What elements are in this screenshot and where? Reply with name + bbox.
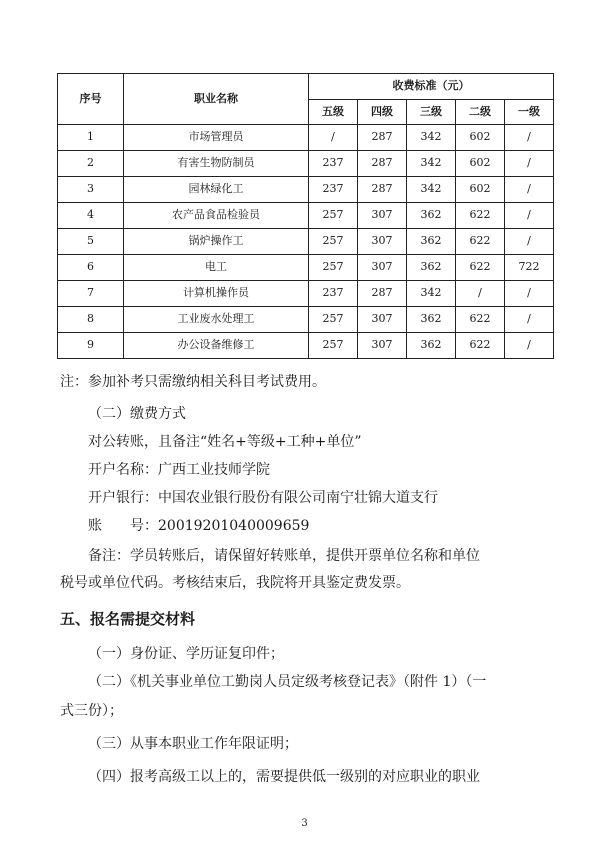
row-occupation: 工业废水处理工 bbox=[124, 307, 309, 333]
account-name: 开户名称：广西工业技师学院 bbox=[88, 462, 270, 478]
table-row bbox=[58, 255, 554, 281]
table-note: 注：参加补考只需缴纳相关科目考试费用。 bbox=[60, 374, 326, 390]
level-header: 一级 bbox=[505, 100, 554, 125]
section5-title: 五、报名需提交材料 bbox=[60, 610, 196, 628]
row-fee: 362 bbox=[407, 203, 456, 229]
row-fee: 307 bbox=[358, 203, 407, 229]
table-row bbox=[58, 307, 554, 333]
account-number: 账 号：20019201040009659 bbox=[88, 518, 310, 534]
row-fee: 307 bbox=[358, 229, 407, 255]
row-fee: 257 bbox=[309, 229, 358, 255]
level-header: 五级 bbox=[309, 100, 358, 125]
table-row bbox=[58, 151, 554, 177]
row-fee: 237 bbox=[309, 281, 358, 307]
row-seq: 8 bbox=[58, 307, 124, 333]
section5-item4: （四）报考高级工以上的，需要提供低一级别的对应职业的职业 bbox=[88, 769, 480, 785]
row-seq: 5 bbox=[58, 229, 124, 255]
row-occupation: 锅炉操作工 bbox=[124, 229, 309, 255]
row-fee: 342 bbox=[407, 125, 456, 151]
row-fee: 287 bbox=[358, 151, 407, 177]
row-seq: 3 bbox=[58, 177, 124, 203]
row-seq: 6 bbox=[58, 255, 124, 281]
row-fee: 602 bbox=[456, 151, 505, 177]
level-header: 三级 bbox=[407, 100, 456, 125]
row-fee: 622 bbox=[456, 307, 505, 333]
row-fee: 237 bbox=[309, 177, 358, 203]
row-occupation: 市场管理员 bbox=[124, 125, 309, 151]
table-row bbox=[58, 203, 554, 229]
row-fee: / bbox=[505, 125, 554, 151]
header-occupation: 职业名称 bbox=[124, 74, 309, 125]
row-fee: / bbox=[505, 151, 554, 177]
fee-table bbox=[57, 73, 554, 359]
bank-name: 开户银行：中国农业银行股份有限公司南宁壮锦大道支行 bbox=[88, 490, 438, 506]
row-fee: / bbox=[505, 307, 554, 333]
row-fee: 342 bbox=[407, 281, 456, 307]
row-seq: 9 bbox=[58, 333, 124, 359]
row-fee: 287 bbox=[358, 281, 407, 307]
row-fee: 257 bbox=[309, 255, 358, 281]
row-fee: 362 bbox=[407, 307, 456, 333]
row-fee: / bbox=[309, 125, 358, 151]
row-occupation: 有害生物防制员 bbox=[124, 151, 309, 177]
row-fee: 622 bbox=[456, 333, 505, 359]
row-fee: / bbox=[505, 203, 554, 229]
remark-line2: 税号或单位代码。考核结束后，我院将开具鉴定费发票。 bbox=[60, 575, 410, 591]
row-occupation: 电工 bbox=[124, 255, 309, 281]
row-seq: 4 bbox=[58, 203, 124, 229]
row-seq: 2 bbox=[58, 151, 124, 177]
row-fee: / bbox=[505, 281, 554, 307]
row-seq: 7 bbox=[58, 281, 124, 307]
row-occupation: 办公设备维修工 bbox=[124, 333, 309, 359]
payment-line1: 对公转账，且备注“姓名+等级+工种+单位” bbox=[88, 434, 362, 450]
fee-table-body bbox=[58, 125, 554, 359]
row-fee: 307 bbox=[358, 307, 407, 333]
table-row bbox=[58, 177, 554, 203]
payment-title: （二）缴费方式 bbox=[88, 406, 186, 422]
row-fee: 342 bbox=[407, 151, 456, 177]
header-fee-standard: 收费标准（元） bbox=[309, 74, 554, 100]
row-fee: 622 bbox=[456, 229, 505, 255]
table-row bbox=[58, 333, 554, 359]
row-fee: 287 bbox=[358, 177, 407, 203]
row-fee: / bbox=[456, 281, 505, 307]
row-fee: 307 bbox=[358, 255, 407, 281]
row-occupation: 农产品食品检验员 bbox=[124, 203, 309, 229]
row-seq: 1 bbox=[58, 125, 124, 151]
header-seq: 序号 bbox=[58, 74, 124, 125]
section5-item2-line2: 式三份）； bbox=[60, 703, 123, 719]
row-fee: 342 bbox=[407, 177, 456, 203]
row-fee: 237 bbox=[309, 151, 358, 177]
row-fee: 602 bbox=[456, 177, 505, 203]
row-fee: 362 bbox=[407, 333, 456, 359]
page-number: 3 bbox=[301, 818, 308, 829]
row-fee: 257 bbox=[309, 307, 358, 333]
row-fee: / bbox=[505, 333, 554, 359]
row-fee: 722 bbox=[505, 255, 554, 281]
section5-item2-line1: （二）《机关事业单位工勤岗人员定级考核登记表》（附件 1）（一 bbox=[88, 674, 487, 690]
table-row bbox=[58, 125, 554, 151]
row-occupation: 园林绿化工 bbox=[124, 177, 309, 203]
section5-item3: （三）从事本职业工作年限证明； bbox=[88, 736, 298, 752]
remark-line1: 备注：学员转账后，请保留好转账单，提供开票单位名称和单位 bbox=[88, 548, 480, 564]
row-fee: / bbox=[505, 177, 554, 203]
row-fee: 362 bbox=[407, 229, 456, 255]
row-fee: 602 bbox=[456, 125, 505, 151]
row-fee: 362 bbox=[407, 255, 456, 281]
level-header: 四级 bbox=[358, 100, 407, 125]
section5-item1: （一）身份证、学历证复印件； bbox=[88, 646, 284, 662]
level-header: 二级 bbox=[456, 100, 505, 125]
row-fee: 622 bbox=[456, 203, 505, 229]
row-fee: 257 bbox=[309, 333, 358, 359]
table-row bbox=[58, 281, 554, 307]
row-fee: 287 bbox=[358, 125, 407, 151]
row-fee: 307 bbox=[358, 333, 407, 359]
row-fee: 622 bbox=[456, 255, 505, 281]
row-occupation: 计算机操作员 bbox=[124, 281, 309, 307]
row-fee: 257 bbox=[309, 203, 358, 229]
table-row bbox=[58, 229, 554, 255]
row-fee: / bbox=[505, 229, 554, 255]
